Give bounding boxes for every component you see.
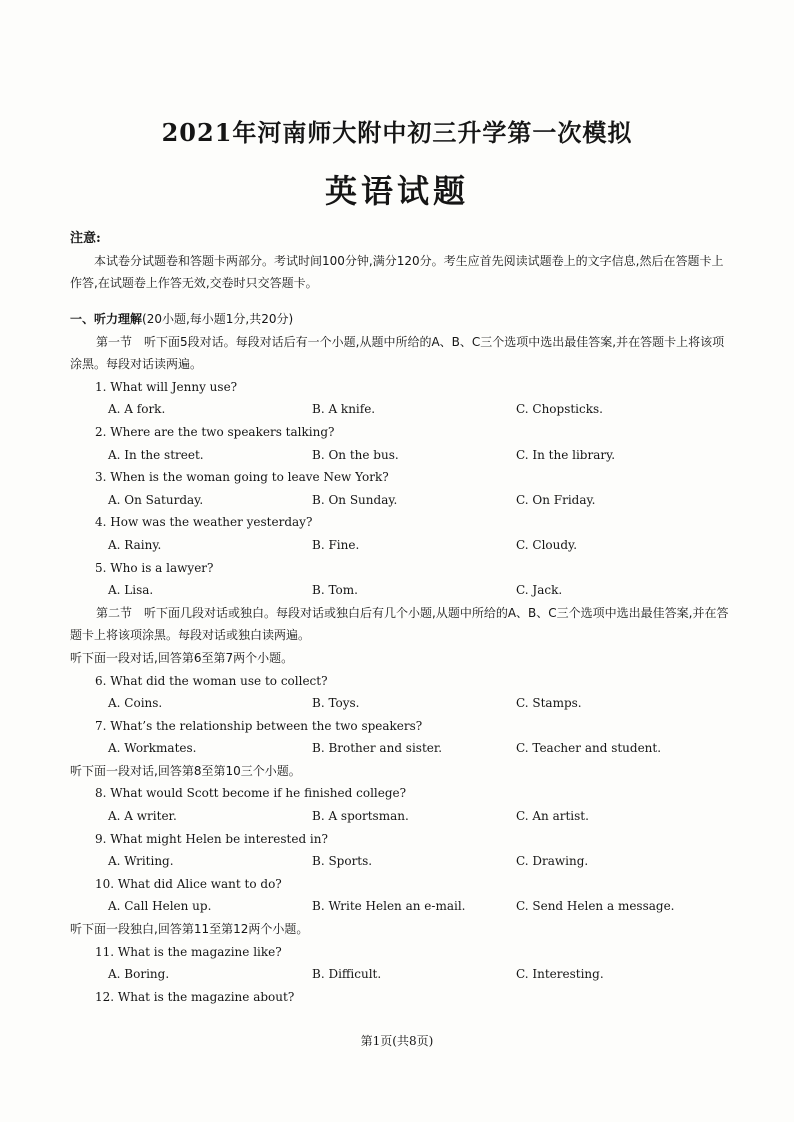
option-b: B. Toys. — [312, 696, 360, 711]
question-stem: 5. Who is a lawyer? — [95, 560, 214, 575]
question-stem: 7. What’s the relationship between the two speakers? — [95, 718, 423, 733]
option-c: C. In the library. — [516, 447, 616, 462]
option-b: B. A sportsman. — [312, 809, 409, 824]
part-heading — [70, 308, 732, 331]
question-stem: 3. When is the woman going to leave New York? — [95, 470, 389, 485]
option-a: A. Lisa. — [108, 583, 154, 598]
question-options — [70, 963, 732, 986]
section2-instruction: 第二节 听下面几段对话或独白。每段对话或独白后有几个小题,从题中所给的A、B、C三个选项中选出最佳答案,并在答题卡上将该项涂黑。每段对话或独白读两遍。 — [70, 605, 729, 643]
option-a: A. Writing. — [108, 854, 174, 869]
option-b: B. Fine. — [312, 537, 360, 552]
option-c: C. Drawing. — [516, 854, 589, 869]
option-b: B. Write Helen an e-mail. — [312, 899, 466, 914]
question-stem: 1. What will Jenny use? — [95, 379, 238, 394]
option-a: A. A writer. — [108, 809, 177, 824]
section1-instruction: 第一节 听下面5段对话。每段对话后有一个小题,从题中所给的A、B、C三个选项中选出最佳答案,并在答题卡上将该项涂黑。每段对话读两遍。 — [70, 334, 725, 372]
option-a: A. Coins. — [108, 696, 163, 711]
option-c: C. Interesting. — [516, 967, 604, 982]
option-a: A. Boring. — [108, 967, 170, 982]
question-stem: 6. What did the woman use to collect? — [95, 673, 328, 688]
page-footer: 第1页(共8页) — [360, 1034, 434, 1048]
question-options — [70, 895, 732, 918]
option-b: B. Sports. — [312, 854, 373, 869]
option-a: A. In the street. — [108, 447, 204, 462]
option-a: A. On Saturday. — [108, 492, 204, 507]
question-options — [70, 850, 732, 873]
question-stem: 2. Where are the two speakers talking? — [95, 424, 335, 439]
question-stem: 11. What is the magazine like? — [95, 944, 282, 959]
question-stem: 8. What would Scott become if he finished college? — [95, 786, 407, 801]
option-a: A. Workmates. — [108, 741, 197, 756]
option-b: B. On Sunday. — [312, 492, 398, 507]
option-a: A. A fork. — [108, 402, 166, 417]
question-options — [70, 737, 732, 760]
part-heading-note: (20小题,每小题1分,共20分) — [142, 312, 294, 326]
option-b: B. Difficult. — [312, 967, 382, 982]
dialog-intro-8-10: 听下面一段对话,回答第8至第10三个小题。 — [70, 763, 301, 778]
part-heading-title: 一、听力理解 — [70, 312, 143, 326]
option-c: C. Stamps. — [516, 696, 582, 711]
question-stem: 9. What might Helen be interested in? — [95, 831, 328, 846]
question-stem: 12. What is the magazine about? — [95, 989, 295, 1004]
exam-title: 2021年河南师大附中初三升学第一次模拟 — [161, 118, 633, 147]
option-b: B. On the bus. — [312, 447, 399, 462]
listening-part — [70, 308, 732, 1008]
option-c: C. Cloudy. — [516, 537, 578, 552]
option-a: A. Call Helen up. — [108, 899, 212, 914]
question-options — [70, 489, 732, 512]
question-options — [70, 805, 732, 828]
question-stem: 10. What did Alice want to do? — [95, 876, 282, 891]
option-c: C. An artist. — [516, 809, 589, 824]
question-options — [70, 444, 732, 467]
option-a: A. Rainy. — [108, 537, 162, 552]
monologue-intro-11-12: 听下面一段独白,回答第11至第12两个小题。 — [70, 922, 309, 937]
option-c: C. On Friday. — [516, 492, 596, 507]
question-options — [70, 398, 732, 421]
option-b: B. Tom. — [312, 583, 358, 598]
option-c: C. Chopsticks. — [516, 402, 603, 417]
dialog-intro-6-7: 听下面一段对话,回答第6至第7两个小题。 — [70, 650, 294, 665]
question-options — [70, 579, 732, 602]
notice-label: 注意: — [70, 231, 101, 246]
question-options — [70, 534, 732, 557]
option-b: B. A knife. — [312, 402, 376, 417]
question-stem: 4. How was the weather yesterday? — [95, 515, 313, 530]
option-c: C. Teacher and student. — [516, 741, 662, 756]
question-options — [70, 692, 732, 715]
option-c: C. Send Helen a message. — [516, 899, 675, 914]
option-c: C. Jack. — [516, 583, 563, 598]
subject-title: 英语试题 — [324, 172, 469, 210]
option-b: B. Brother and sister. — [312, 741, 443, 756]
notice-text: 本试卷分试题卷和答题卡两部分。考试时间100分钟,满分120分。考生应首先阅读试题卷上的文字信息,然后在答题卡上作答,在试题卷上作答无效,交卷时只交答题卡。 — [70, 254, 724, 290]
